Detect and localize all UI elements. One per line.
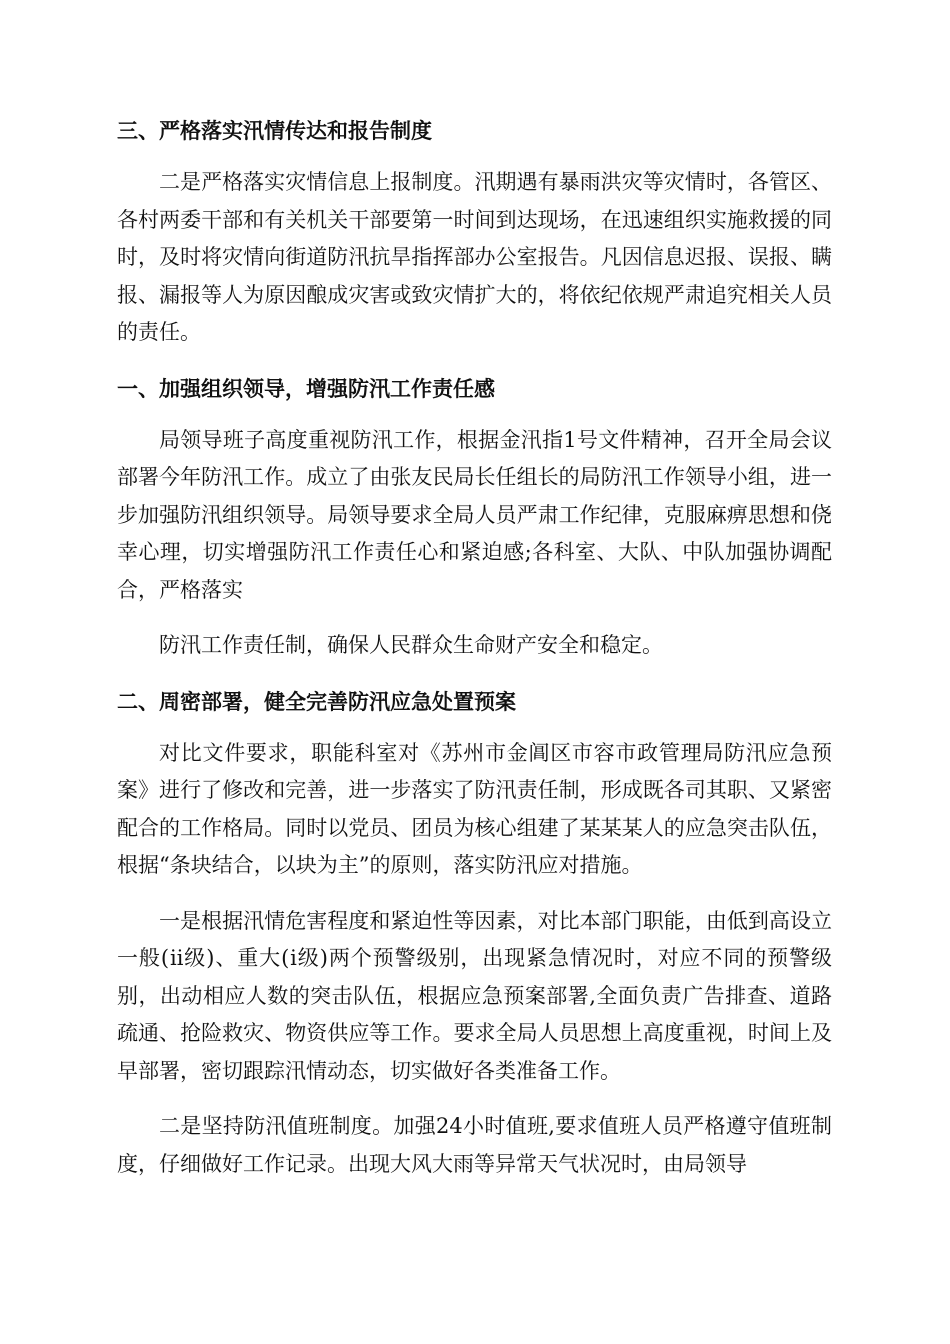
paragraph: 一是根据汛情危害程度和紧迫性等因素，对比本部门职能，由低到高设立一般(ⅱ级)、重大(ⅰ级)两个预警级别，出现紧急情况时，对应不同的预警级别，出动相应人数的突击队伍，根据应急预案部署,全面负责广告排查、道路疏通、抢险救灾、物资供应等工作。要求全局人员思想上高度重视，时间上及早部署，密切跟踪汛情动态，切实做好各类准备工作。 xyxy=(117,908,832,1083)
section-heading-reporting: 三、严格落实汛情传达和报告制度 xyxy=(117,119,432,143)
paragraph: 局领导班子高度重视防汛工作，根据金汛指1号文件精神，召开全局会议部署今年防汛工作。成立了由张友民局长任组长的局防汛工作领导小组，进一步加强防汛组织领导。局领导要求全局人员严肃工作纪律，克服麻痹思想和侥幸心理，切实增强防汛工作责任心和紧迫感;各科室、大队、中队加强协调配合，严格落实 xyxy=(117,427,832,602)
paragraph: 防汛工作责任制，确保人民群众生命财产安全和稳定。 xyxy=(159,633,663,657)
paragraph: 二是坚持防汛值班制度。加强24小时值班,要求值班人员严格遵守值班制度，仔细做好工作记录。出现大风大雨等异常天气状况时，由局领导 xyxy=(117,1114,832,1176)
section-heading-deployment: 二、周密部署，健全完善防汛应急处置预案 xyxy=(117,689,516,714)
section-heading-leadership: 一、加强组织领导，增强防汛工作责任感 xyxy=(117,376,495,401)
document-page xyxy=(117,112,832,1183)
paragraph: 对比文件要求，职能科室对《苏州市金阊区市容市政管理局防汛应急预案》进行了修改和完善，进一步落实了防汛责任制，形成既各司其职、又紧密配合的工作格局。同时以党员、团员为核心组建了某某某人的应急突击队伍，根据“条块结合，以块为主”的原则，落实防汛应对措施。 xyxy=(117,740,832,877)
paragraph: 二是严格落实灾情信息上报制度。汛期遇有暴雨洪灾等灾情时，各管区、各村两委干部和有关机关干部要第一时间到达现场，在迅速组织实施救援的同时，及时将灾情向街道防汛抗旱指挥部办公室报告。凡因信息迟报、误报、瞒报、漏报等人为原因酿成灾害或致灾情扩大的，将依纪依规严肃追究相关人员的责任。 xyxy=(117,170,832,344)
